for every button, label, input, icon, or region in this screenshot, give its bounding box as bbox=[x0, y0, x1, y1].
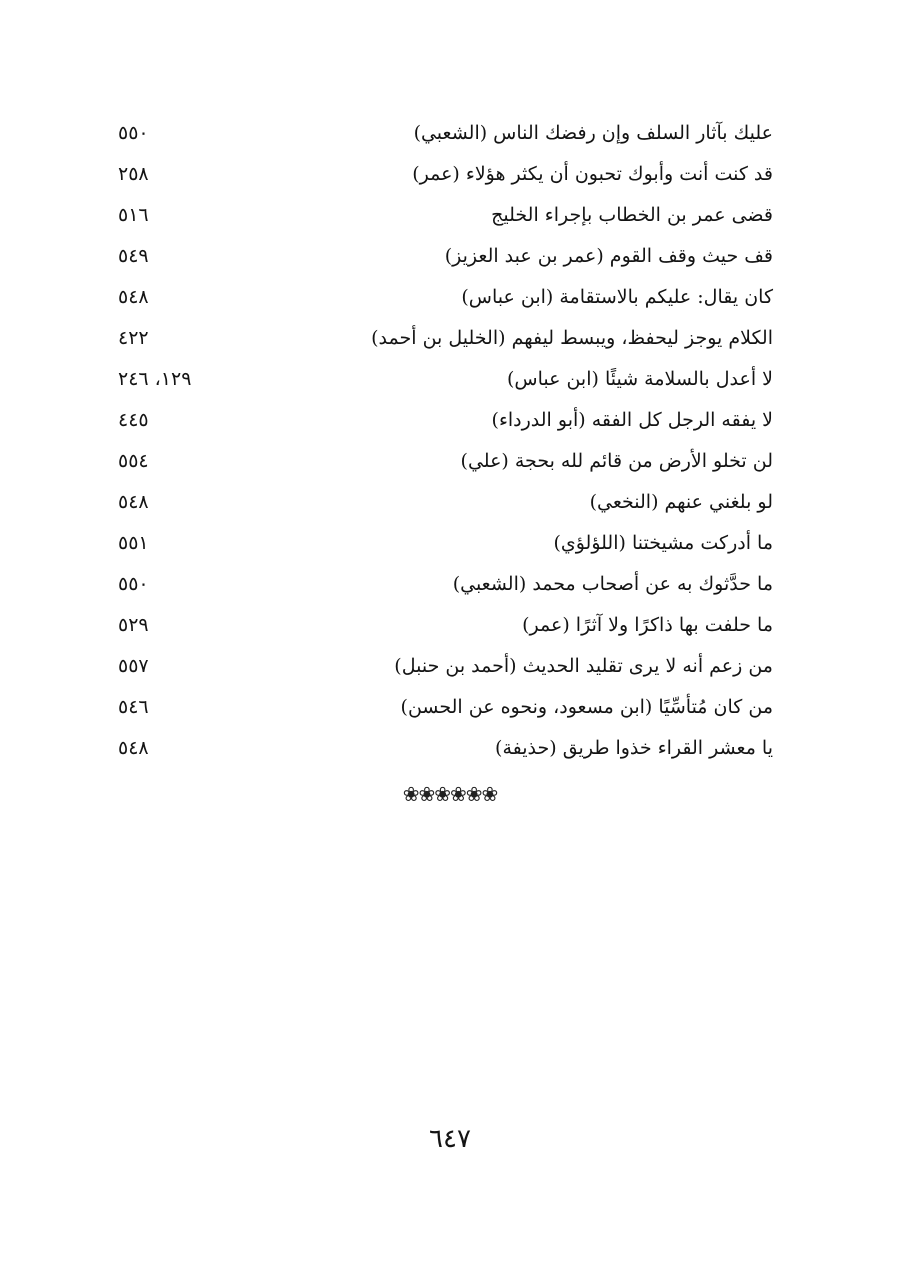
index-entry bbox=[118, 358, 773, 399]
entry-page-numbers: ٥٤٦ bbox=[118, 695, 149, 718]
entry-page-numbers: ٥٥١ bbox=[118, 531, 149, 554]
index-entry bbox=[118, 440, 773, 481]
entry-text: عليك بآثار السلف وإن رفضك الناس (الشعبي) bbox=[413, 121, 773, 144]
entry-page-numbers: ٥٥٤ bbox=[118, 449, 149, 472]
entry-text: ما حدَّثوك به عن أصحاب محمد (الشعبي) bbox=[452, 572, 773, 595]
entry-page-numbers: ٥٤٩ bbox=[118, 244, 149, 267]
entry-text: قضى عمر بن الخطاب بإجراء الخليج bbox=[491, 203, 773, 226]
index-entry bbox=[118, 686, 773, 727]
entry-text: لا يفقه الرجل كل الفقه (أبو الدرداء) bbox=[491, 408, 773, 431]
entry-text: لن تخلو الأرض من قائم لله بحجة (علي) bbox=[460, 449, 773, 472]
index-list bbox=[118, 112, 773, 768]
entry-text: لا أعدل بالسلامة شيئًا (ابن عباس) bbox=[506, 367, 773, 390]
entry-text: ما أدركت مشيختنا (اللؤلؤي) bbox=[553, 531, 773, 554]
index-entry bbox=[118, 604, 773, 645]
entry-text: ما حلفت بها ذاكرًا ولا آثرًا (عمر) bbox=[522, 613, 773, 636]
index-entry bbox=[118, 522, 773, 563]
index-entry bbox=[118, 235, 773, 276]
entry-page-numbers: ٤٢٢ bbox=[118, 326, 149, 349]
index-entry bbox=[118, 112, 773, 153]
entry-page-numbers: ٥٢٩ bbox=[118, 613, 149, 636]
entry-text: من زعم أنه لا يرى تقليد الحديث (أحمد بن حنبل) bbox=[394, 654, 773, 677]
entry-page-numbers: ٥٤٨ bbox=[118, 736, 149, 759]
entry-text: لو بلغني عنهم (النخعي) bbox=[589, 490, 773, 513]
entry-page-numbers: ٥٥٠ bbox=[118, 572, 149, 595]
entry-page-numbers: ٥٥٠ bbox=[118, 121, 149, 144]
entry-page-numbers: ٥٤٨ bbox=[118, 285, 149, 308]
index-entry bbox=[118, 194, 773, 235]
entry-text: الكلام يوجز ليحفظ، ويبسط ليفهم (الخليل بن أحمد) bbox=[371, 326, 773, 349]
index-entry bbox=[118, 276, 773, 317]
index-entry bbox=[118, 399, 773, 440]
index-entry bbox=[118, 481, 773, 522]
entry-page-numbers: ٢٥٨ bbox=[118, 162, 149, 185]
entry-page-numbers: ٥٥٧ bbox=[118, 654, 149, 677]
index-entry bbox=[118, 727, 773, 768]
index-entry bbox=[118, 563, 773, 604]
entry-text: قف حيث وقف القوم (عمر بن عبد العزيز) bbox=[444, 244, 773, 267]
entry-text: يا معشر القراء خذوا طريق (حذيفة) bbox=[495, 736, 773, 759]
page-number: ٦٤٧ bbox=[429, 1124, 471, 1154]
section-end-ornament: ❀❀❀❀❀❀ bbox=[402, 782, 498, 806]
index-entry bbox=[118, 153, 773, 194]
index-entry bbox=[118, 317, 773, 358]
index-entry bbox=[118, 645, 773, 686]
entry-page-numbers: ٥٤٨ bbox=[118, 490, 149, 513]
entry-page-numbers: ٤٤٥ bbox=[118, 408, 149, 431]
entry-page-numbers: ٥١٦ bbox=[118, 203, 149, 226]
entry-page-numbers: ١٢٩، ٢٤٦ bbox=[118, 367, 192, 390]
entry-text: قد كنت أنت وأبوك تحبون أن يكثر هؤلاء (عمر) bbox=[412, 162, 773, 185]
entry-text: كان يقال: عليكم بالاستقامة (ابن عباس) bbox=[461, 285, 773, 308]
entry-text: من كان مُتأسِّيًا (ابن مسعود، ونحوه عن الحسن) bbox=[400, 695, 773, 718]
